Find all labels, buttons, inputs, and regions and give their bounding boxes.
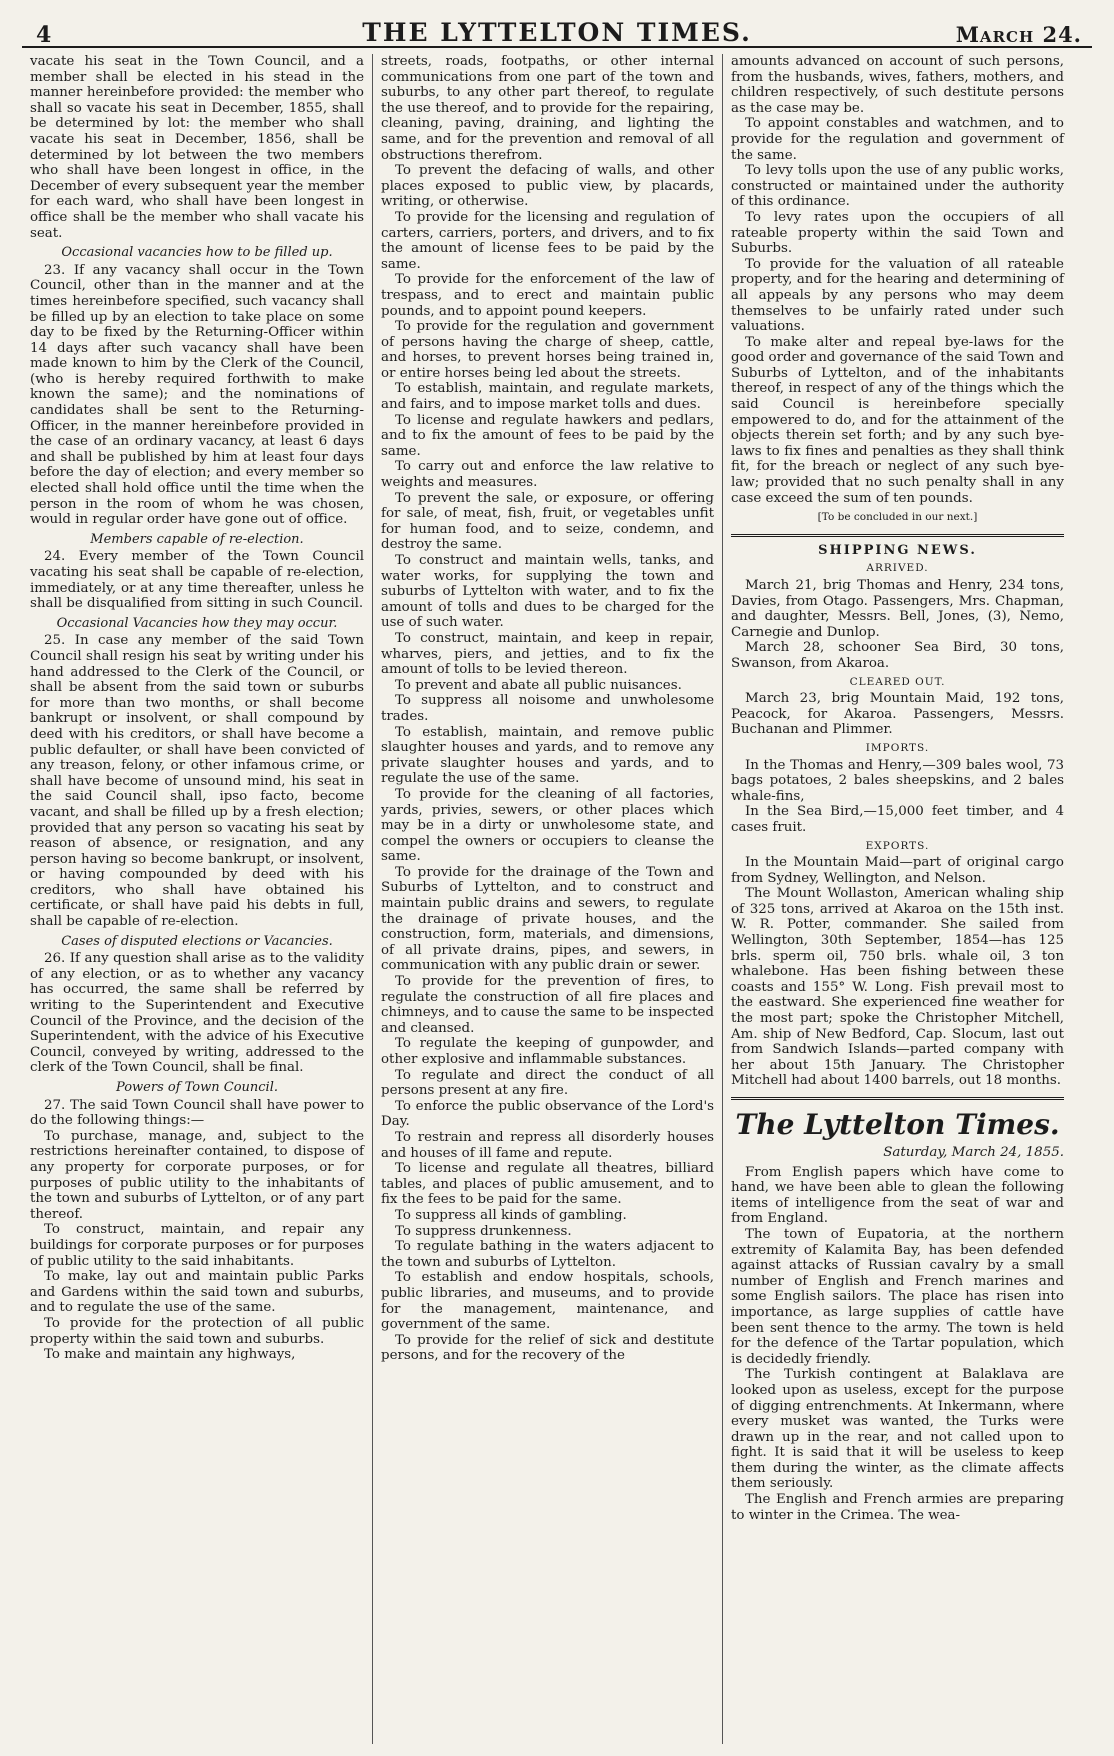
paragraph: To levy tolls upon the use of any public works, constructed or maintained under the authority of this ordinance. [731, 163, 1064, 210]
paragraph: To regulate the keeping of gunpowder, and other explosive and inflammable substances. [381, 1036, 714, 1067]
subsection-heading: ARRIVED. [866, 562, 929, 575]
paragraph: To enforce the public observance of the Lord's Day. [381, 1098, 714, 1130]
columns [22, 54, 1092, 1744]
column-3 [722, 54, 1072, 1744]
paragraph: The Mount Wollaston, American whaling ship of 325 tons, arrived at Akaroa on the 15th inst. W. R. Potter, commander. She sailed from Wellington, 30th September, 1854—has 125 brls. sperm oil, 750 brls. whale oil, 3 ton whalebone. Has been fishing between these coasts and 155° W. Long. Fish prevail most to the eastward. She experienced fine weather for the most part; spoke the Christopher Mitchell, Am. ship of New Bedford, Cap. Slocum, last out from Sandwich Islands—parted company with her about 15th January. The Christopher Mitchell had about 1400 barrels, out 18 months. [731, 886, 1064, 1089]
paragraph: To purchase, manage, and, subject to the restrictions hereinafter contained, to dispose of any property for corporate purposes, or for purposes of public utility to the inhabitants of the town and suburbs of Lyttelton, or of any part thereof. [30, 1128, 364, 1222]
section-heading: Powers of Town Council. [115, 1080, 279, 1095]
paragraph: To establish, maintain, and remove public slaughter houses and yards, and to remove any private slaughter houses and yards, and to regulate the use of the same. [381, 724, 714, 787]
paragraph: To construct and maintain wells, tanks, and water works, for supplying the town and suburbs of Lyttelton with water, and to fix the amount of tolls and dues to be charged for the use of such water. [381, 553, 714, 631]
paragraph: To suppress drunkenness. [395, 1223, 572, 1239]
paragraph: 25. In case any member of the said Town Council shall resign his seat by writing under his hand addressed to the Clerk of the Council, or shall be absent from the said town or suburbs for more than two months, or shall become bankrupt or insolvent, or shall compound by deed with his creditors, or shall have become a public defaulter, or shall have been convicted of any treason, felony, or other infamous crime, or shall have become of unsound mind, his seat in the said Council shall, ipso facto, become vacant, and shall be filled up by a fresh election; provided that any person so vacating his seat by reason of absence, or resignation, and any person having so become bankrupt, or insolvent, or having compounded by deed with his creditors, who shall have obtained his certificate, or shall have paid his debts in full, shall be capable of re-election. [30, 633, 364, 930]
paragraph: To establish, maintain, and regulate markets, and fairs, and to impose market tolls and dues. [381, 381, 714, 413]
paragraph: March 23, brig Mountain Maid, 192 tons, Peacock, for Akaroa. Passengers, Messrs. Buchanan and Plimmer. [731, 691, 1064, 738]
paragraph: To provide for the drainage of the Town and Suburbs of Lyttelton, and to construct and maintain public drains and sewers, to regulate the drainage of private houses, and the construction, form, materials, and dimensions, of all private drains, pipes, and sewers, in communication with any public drain or sewer. [381, 864, 714, 974]
paragraph: To establish and endow hospitals, schools, public libraries, and museums, and to provide for the management, maintenance, and government of the same. [381, 1270, 714, 1333]
paragraph: To regulate and direct the conduct of all persons present at any fire. [381, 1067, 714, 1099]
paragraph: To suppress all noisome and unwholesome trades. [381, 693, 714, 724]
column-2 [372, 54, 722, 1744]
paragraph: In the Thomas and Henry,—309 bales wool, 73 bags potatoes, 2 bales sheepskins, and 2 bales whale-fins, [731, 757, 1064, 804]
paragraph: To restrain and repress all disorderly houses and houses of ill fame and repute. [381, 1129, 714, 1161]
paragraph: To make alter and repeal bye-laws for the good order and governance of the said Town and Suburbs of Lyttelton, and of the inhabitants thereof, in respect of any of the things which the said Council is hereinbefore specially empowered to do, and for the attainment of the objects therein set forth; and by any such bye-laws to fix fines and penalties as they shall think fit, for the breach or neglect of any such bye-law; provided that no such penalty shall in any case exceed the sum of ten pounds. [731, 334, 1064, 506]
paragraph: March 21, brig Thomas and Henry, 234 tons, Davies, from Otago. Passengers, Mrs. Chapman, and daughter, Messrs. Bell, Jones, (3), Nemo, Carnegie and Dunlop. [731, 578, 1064, 640]
paragraph: To make and maintain any highways, [44, 1347, 296, 1363]
leader-date: Saturday, March 24, 1855. [883, 1145, 1064, 1160]
paragraph: To construct, maintain, and repair any buildings for corporate purposes or for purposes of public utility to the said inhabitants. [30, 1222, 364, 1269]
paragraph: To provide for the cleaning of all factories, yards, privies, sewers, or other places which may be in a dirty or unwholesome state, and compel the owners or occupiers to cleanse the same. [381, 786, 714, 865]
paragraph: To license and regulate all theatres, billiard tables, and places of public amusement, and to fix the fees to be paid for the same. [381, 1161, 714, 1208]
paragraph: To license and regulate hawkers and pedlars, and to fix the amount of fees to be paid by the same. [381, 412, 714, 459]
subsection-heading: CLEARED OUT. [849, 675, 946, 688]
paragraph: streets, roads, footpaths, or other internal communications from one part of the town and suburbs, to any other part thereof, to regulate the use thereof, and to provide for the repairing, cleaning, paving, draining, and lighting the same, and for the prevention and removal of all obstructions therefrom. [381, 54, 714, 163]
paragraph: To prevent the sale, or exposure, or offering for sale, of meat, fish, fruit, or vegetables unfit for human food, and to seize, condemn, and destroy the same. [381, 490, 714, 553]
subsection-heading: EXPORTS. [865, 839, 930, 852]
divider [731, 1097, 1064, 1100]
page-number: 4 [36, 22, 52, 48]
paragraph: To construct, maintain, and keep in repair, wharves, piers, and jetties, and to fix the amount of tolls to be levied thereon. [381, 630, 714, 678]
paragraph: 24. Every member of the Town Council vacating his seat shall be capable of re-election, immediately, or at any time thereafter, unless he shall be disqualified from sitting in such Council. [30, 549, 364, 612]
paragraph: vacate his seat in the Town Council, and a member shall be elected in his stead in the manner hereinbefore provided: the member who shall so vacate his seat in December, 1855, shall be determined by lot: the member who shall vacate his seat in December, 1856, shall be determined by lot between the two members who shall have been longest in office, in the December of every subsequent year the member for each ward, who shall have been longest in office shall be the member who shall vacate his seat. [30, 54, 364, 241]
paragraph: To make, lay out and maintain public Parks and Gardens within the said town and suburbs, and to regulate the use of the same. [30, 1269, 364, 1316]
paragraph: The English and French armies are preparing to winter in the Crimea. The wea- [731, 1492, 1064, 1523]
paragraph: To provide for the prevention of fires, to regulate the construction of all fire places and chimneys, and to cause the same to be inspected and cleansed. [381, 974, 714, 1036]
paragraph: In the Sea Bird,—15,000 feet timber, and 4 cases fruit. [731, 804, 1064, 835]
issue-date: March 24. [955, 22, 1082, 47]
paragraph: The Turkish contingent at Balaklava are looked upon as useless, except for the purpose of digging entrenchments. At Inkermann, where every musket was wanted, the Turks were drawn up in the rear, and not called upon to fight. It is said that it will be useless to keep them during the winter, as the climate affects them seriously. [731, 1367, 1064, 1492]
paragraph: To provide for the relief of sick and destitute persons, and for the recovery of the [381, 1332, 714, 1364]
paragraph: To provide for the enforcement of the law of trespass, and to erect and maintain public pounds, and to appoint pound keepers. [381, 272, 714, 319]
paragraph: To prevent and abate all public nuisances. [395, 677, 682, 693]
column-1 [22, 54, 372, 1744]
subsection-heading: IMPORTS. [865, 741, 930, 754]
paragraph: To prevent the defacing of walls, and other places exposed to public view, by placards, writing, or otherwise. [381, 163, 714, 210]
paragraph: To provide for the valuation of all rateable property, and for the hearing and determining of all appeals by any persons who may deem themselves to be unfairly rated under such valuations. [731, 256, 1064, 335]
paragraph: From English papers which have come to hand, we have been able to glean the following items of intelligence from the seat of war and from England. [731, 1164, 1064, 1227]
paragraph: To levy rates upon the occupiers of all rateable property within the said Town and Suburbs. [731, 209, 1064, 257]
masthead [22, 18, 1092, 48]
leader-title: The Lyttelton Times. [735, 1108, 1060, 1141]
paragraph: In the Mountain Maid—part of original cargo from Sydney, Wellington, and Nelson. [731, 855, 1064, 886]
paragraph: 23. If any vacancy shall occur in the Town Council, other than in the manner and at the times hereinbefore specified, such vacancy shall be filled up by an election to take place on some day to be fixed by the Returning-Officer within 14 days after such vacancy shall have been made known to him by the Clerk of the Council, (who is hereby required forthwith to make known the same); and the nominations of candidates shall be sent to the Returning-Officer, in the manner hereinbefore provided in the case of an ordinary vacancy, at least 6 days and shall be published by him at least four days before the day of election; and every member so elected shall hold office until the time when the person in the room of whom he was chosen, would in regular order have gone out of office. [30, 262, 364, 528]
paragraph: To appoint constables and watchmen, and to provide for the regulation and government of the same. [731, 116, 1064, 163]
paragraph: To carry out and enforce the law relative to weights and measures. [381, 459, 714, 491]
paragraph: To provide for the regulation and government of persons having the charge of sheep, cattle, and horses, to prevent horses being trained in, or entire horses being led about the streets. [381, 319, 714, 381]
newspaper-title: THE LYTTELTON TIMES. [362, 18, 752, 47]
paragraph: To suppress all kinds of gambling. [395, 1207, 627, 1223]
paragraph: 27. The said Town Council shall have power to do the following things:— [30, 1097, 364, 1129]
section-heading: Occasional vacancies how to be filled up. [61, 245, 333, 261]
paragraph: 26. If any question shall arise as to the validity of any election, or as to whether any vacancy has occurred, the same shall be referred by writing to the Superintendent and Executive Council of the Province, and the decision of the Superintendent, with the advice of his Executive Council, conveyed by writing, addressed to the clerk of the Town Council, shall be final. [30, 951, 364, 1076]
paragraph: To regulate bathing in the waters adjacent to the town and suburbs of Lyttelton. [381, 1239, 714, 1270]
continued-note: [To be concluded in our next.] [817, 511, 978, 524]
paragraph: The town of Eupatoria, at the northern extremity of Kalamita Bay, has been defended against attacks of Russian cavalry by a small number of English and French marines and some English sailors. The place has risen into importance, as large supplies of cattle have been sent thence to the army. The town is held for the defence of the Tartar population, which is decidedly friendly. [731, 1226, 1064, 1367]
shipping-news-title: SHIPPING NEWS. [818, 542, 977, 558]
paragraph: amounts advanced on account of such persons, from the husbands, wives, fathers, mothers, and children respectively, of such destitute persons as the case may be. [731, 54, 1064, 116]
section-heading: Members capable of re-election. [90, 531, 304, 547]
paragraph: March 28, schooner Sea Bird, 30 tons, Swanson, from Akaroa. [731, 640, 1064, 671]
paragraph: To provide for the licensing and regulation of carters, carriers, porters, and drivers, and to fix the amount of license fees to be paid by the same. [381, 209, 714, 272]
divider [731, 534, 1064, 537]
paragraph: To provide for the protection of all public property within the said town and suburbs. [30, 1315, 364, 1347]
section-heading: Occasional Vacancies how they may occur. [56, 615, 338, 631]
section-heading: Cases of disputed elections or Vacancies. [61, 933, 333, 949]
